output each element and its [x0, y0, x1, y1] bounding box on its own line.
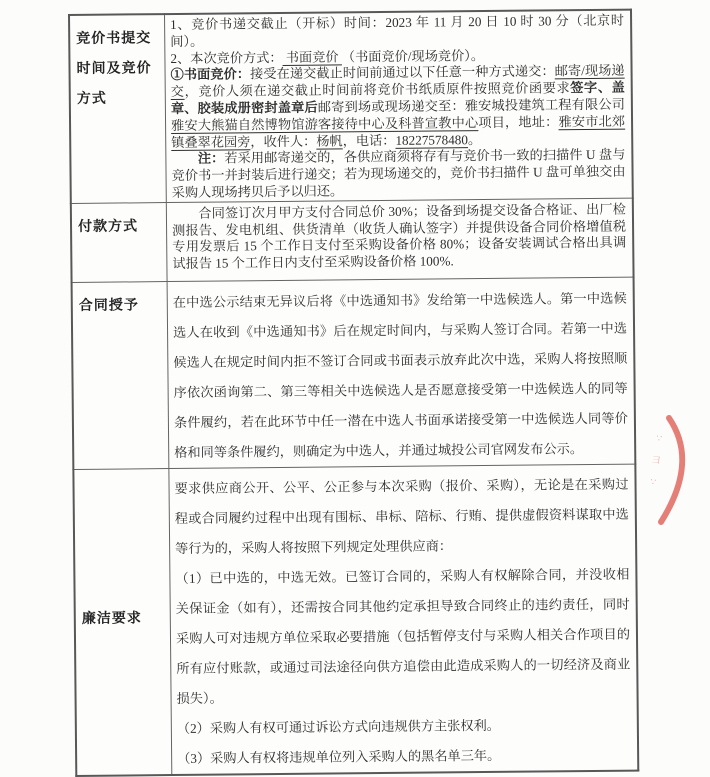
text-run: 在中选公示结束无异议后将《中选通知书》发给第一中选候选人。第一中选候选人在收到《中选通知书》后在规定时间内，与采购人签订合同。若第一中选候选人在规定时间内拒不签订合同或书面表示放弃此次中选，采购人将按照顺序依次函询第二、第三等相关中选候选人是否愿意接受第一中选候选人的同等条件履约，若在此环节中任一潜在中选人书面承诺接受第一中选候选人同等价格和同等条件履约，则确定为中选人，并通过城投公司官网发布公示。: [172, 290, 628, 460]
text-run: 书面竞价: [282, 48, 342, 65]
text-run: 合同签订次月甲方支付合同总价 30%；设备到场提交设备合格证、出厂检测报告、发电机组、供货清单（收货人确认签字）并提供设备合同价格增值税专用发票后 15 个工作日支付至采购设备价格 80%；设备安装调试合格出具调试报告 15 个工作日内支付至采购设备价格 100%.: [172, 201, 627, 272]
text-run: 2、本次竞价方式：: [170, 49, 283, 66]
text-run: 注：: [197, 150, 225, 167]
text-run: 项目，地址：: [478, 114, 559, 130]
row-content-bid-submission: [165, 10, 633, 203]
row-header-line: 竞价书提交: [76, 31, 152, 47]
paragraph: [171, 147, 625, 202]
seal-arc-icon: [640, 410, 700, 535]
paragraph: [175, 559, 630, 713]
row-content-integrity-requirements: [169, 464, 638, 775]
text-run: 邮寄/现场递交: [170, 63, 625, 100]
table-row-integrity-requirements: [73, 464, 638, 776]
text-run: 接受在递交截止时间前通过以下任意一种方式递交：: [249, 63, 555, 82]
row-content-payment-method: [166, 198, 633, 281]
text-run: 1、竞价书递交截止（开标）时间：2023 年 11 月 20 日 10 时 30 分（北京时间）。: [170, 12, 625, 49]
row-header-line: 付款方式: [77, 219, 139, 235]
table-row-payment-method: [71, 198, 634, 282]
text-run: （3）采购人有权将违规单位列入采购人的黑名单三年。: [177, 747, 501, 766]
paragraph: [177, 709, 631, 743]
row-content-contract-award: [167, 277, 635, 468]
row-header-line: 合同授予: [78, 298, 139, 314]
official-seal-partial: [640, 410, 700, 535]
text-run: （书面竞价/现场竞价）。: [341, 47, 485, 64]
seal-text-fragment: ∵ 彐 ∵: [649, 433, 663, 489]
table-row-bid-submission: [69, 10, 633, 204]
row-header-contract-award: [72, 281, 169, 469]
table-row-contract-award: [72, 277, 636, 469]
text-run: ，竞价人须在递交截止时间前将竞价书纸质原件按照竞价函要求: [184, 80, 571, 100]
procurement-table-body: [69, 10, 638, 776]
text-run: ①书面竞价：: [170, 66, 251, 83]
text-run: 雅安市北郊镇叠翠花园旁: [171, 113, 626, 150]
row-header-integrity-requirements: [73, 468, 171, 775]
page-top-text-fragment: [108, 0, 128, 5]
text-run: 邮寄到场或现场递交至：雅安城投建筑工程有限公司: [317, 96, 625, 115]
text-run: 要求供应商公开、公平、公正参与本次采购（报价、采购），无论是在采购过程或合同履约过程中出现有围标、串标、陪标、行贿、提供虚假资料谋取中选等行为的，采购人将按照下列规定处理供应商：: [174, 476, 629, 556]
paragraph: [172, 201, 627, 273]
paragraph: [170, 13, 624, 51]
row-header-bid-submission: [69, 14, 166, 203]
text-run: 杨帆: [316, 132, 343, 149]
text-run: 签字、盖章、胶装成册密封盖章后: [170, 79, 625, 117]
procurement-terms-table: [68, 9, 639, 777]
row-header-payment-method: [71, 202, 167, 282]
paragraph: [177, 739, 631, 773]
paragraph: [171, 63, 626, 151]
paragraph: [174, 469, 629, 563]
text-run: 18227578480: [395, 131, 469, 148]
text-run: （1）已中选的，中选无效。已签订合同的，采购人有权解除合同，并没收相关保证金（如有），还需按合同其他约定承担导致合同终止的违约责任，同时采购人可对违规方单位采取必要措施（包括暂停支付与采购人相关合作项目的所有应付账款，或通过司法途径向供方追偿由此造成采购人的一切经济及商业损失）。: [175, 566, 631, 706]
text-run: 雅安大熊猫自然博物馆游客接待中心及科普宣教中心: [171, 114, 479, 133]
text-run: ，电话：: [342, 132, 396, 148]
paragraph: [173, 283, 629, 467]
text-run: （2）采购人有权可通过诉讼方式向违规供方主张权利。: [176, 717, 501, 736]
row-header-line: 廉洁要求: [81, 611, 142, 628]
row-header-line: 方式: [76, 91, 107, 107]
text-run: 。: [467, 131, 482, 147]
text-run: 若采用邮寄递交的，各供应商须将存有与竞价书一致的扫描件 U 盘与竞价书一并封装后进行递交；若为现场递交的，竞价书扫描件 U 盘可单独交由采购人现场拷贝后予以归还。: [171, 147, 626, 200]
text-run: ，收件人：: [250, 133, 317, 149]
row-header-line: 时间及竞价: [76, 61, 152, 77]
